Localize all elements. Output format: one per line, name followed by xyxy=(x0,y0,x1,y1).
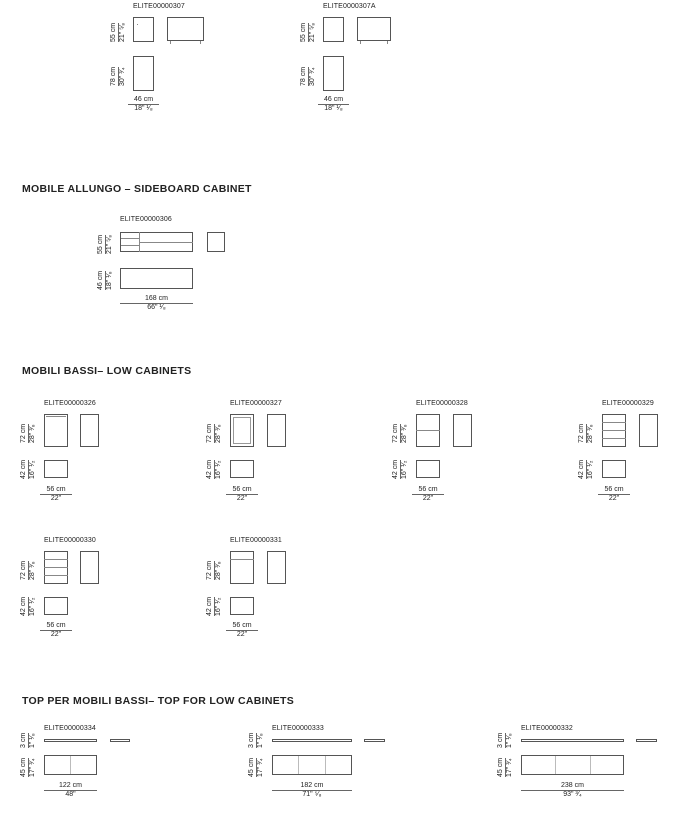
width-dimension: 56 cm 22" xyxy=(226,486,258,503)
plan-view xyxy=(416,460,440,478)
side-elevation xyxy=(639,414,658,447)
section-title-top-for-low-cabinets: TOP PER MOBILI BASSI– TOP FOR LOW CABINETS xyxy=(22,695,295,707)
width-dimension: 56 cm 22" xyxy=(598,486,630,503)
product-code: ELITE00000330 xyxy=(44,537,96,544)
product-code: ELITE00000326 xyxy=(44,400,96,407)
product-code: ELITE00000306 xyxy=(120,216,172,223)
front-elevation xyxy=(230,551,254,584)
side-elevation xyxy=(267,551,286,584)
width-dimension: 168 cm 66" ¹⁄₈ xyxy=(120,295,193,312)
width-dimension: 122 cm 48" xyxy=(44,782,97,799)
side-elevation xyxy=(80,551,99,584)
side-elevation xyxy=(110,739,130,742)
plan-view xyxy=(323,56,344,91)
plan-view xyxy=(44,460,68,478)
front-elevation xyxy=(44,739,97,742)
product-code: ELITE00000332 xyxy=(521,725,573,732)
product-code: ELITE00000329 xyxy=(602,400,654,407)
front-elevation xyxy=(44,414,68,447)
glass-door xyxy=(233,417,251,444)
product-code: ELITE00000333 xyxy=(272,725,324,732)
width-dimension: 56 cm 22" xyxy=(40,622,72,639)
side-elevation xyxy=(267,414,286,447)
front-elevation xyxy=(323,17,344,42)
width-dimension: 182 cm 71" ⁵⁄₈ xyxy=(272,782,352,799)
side-elevation xyxy=(207,232,225,252)
width-dimension: 46 cm 18" ¹⁄₈ xyxy=(318,96,349,113)
side-elevation xyxy=(80,414,99,447)
section-title-low-cabinets: MOBILI BASSI– LOW CABINETS xyxy=(22,365,192,377)
product-code: ELITE00000328 xyxy=(416,400,468,407)
side-elevation xyxy=(453,414,472,447)
product-code: ELITE00000331 xyxy=(230,537,282,544)
plan-view xyxy=(133,56,154,91)
side-elevation xyxy=(636,739,657,742)
product-code: ELITE00000307 xyxy=(133,3,185,10)
product-code: ELITE00000334 xyxy=(44,725,96,732)
width-dimension: 238 cm 93" ³⁄₄ xyxy=(521,782,624,799)
side-elevation xyxy=(167,17,204,41)
product-code: ELITE00000327 xyxy=(230,400,282,407)
plan-view xyxy=(230,597,254,615)
plan-view xyxy=(272,755,352,775)
plan-view xyxy=(44,597,68,615)
front-elevation xyxy=(133,17,154,42)
side-elevation xyxy=(357,17,391,41)
plan-view xyxy=(230,460,254,478)
width-dimension: 56 cm 22" xyxy=(226,622,258,639)
plan-view xyxy=(602,460,626,478)
section-title-sideboard: MOBILE ALLUNGO – SIDEBOARD CABINET xyxy=(22,183,252,195)
plan-view xyxy=(120,268,193,289)
width-dimension: 56 cm 22" xyxy=(40,486,72,503)
side-elevation xyxy=(364,739,385,742)
product-code: ELITE0000307A xyxy=(323,3,376,10)
plan-view xyxy=(521,755,624,775)
width-dimension: 56 cm 22" xyxy=(412,486,444,503)
front-elevation xyxy=(272,739,352,742)
front-elevation xyxy=(521,739,624,742)
width-dimension: 46 cm 18" ¹⁄₈ xyxy=(128,96,159,113)
